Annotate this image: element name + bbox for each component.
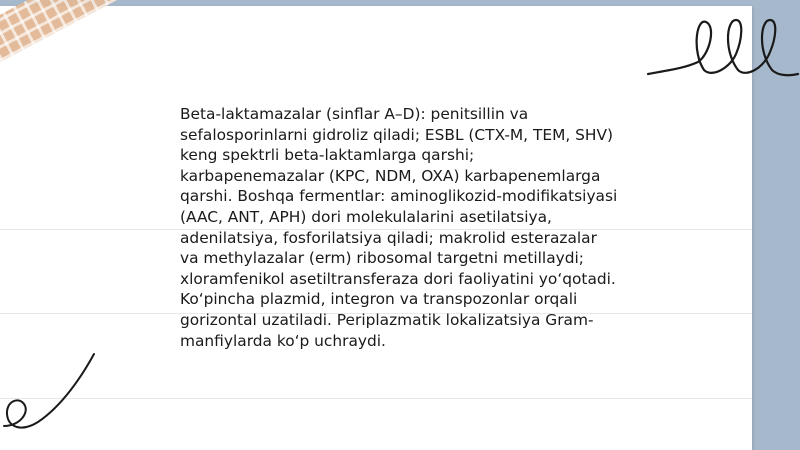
swirl-scribble-icon bbox=[0, 346, 110, 436]
body-paragraph: Beta-laktamazalar (sinflar A–D): penitsillin va sefalosporinlarni gidroliz qiladi; ESBL (CTX-M, TEM, SHV) keng spektrli beta-laktamlarga qarshi; karbapenemazalar (KPC, NDM, OXA) karbapenemlarga qarshi. Boshqa fermentlar: aminoglikozid-modifikatsiyasi (AAC, ANT, APH) dori molekulalarini asetilatsiya, adenilatsiya, fosforilatsiya qiladi; makrolid esterazalar va methylazalar (erm) ribosomal targetni metillaydi; xloramfenikol asetiltransferaza dori faoliyatini yo‘qotadi. Ko‘pincha plazmid, integron va transpozonlar orqali gorizontal uzatiladi. Periplazmatik lokalizatsiya Gram-manfiylarda ko‘p uchraydi. bbox=[180, 105, 618, 350]
ruled-line bbox=[0, 398, 752, 399]
loop-scribble-icon bbox=[640, 12, 800, 82]
